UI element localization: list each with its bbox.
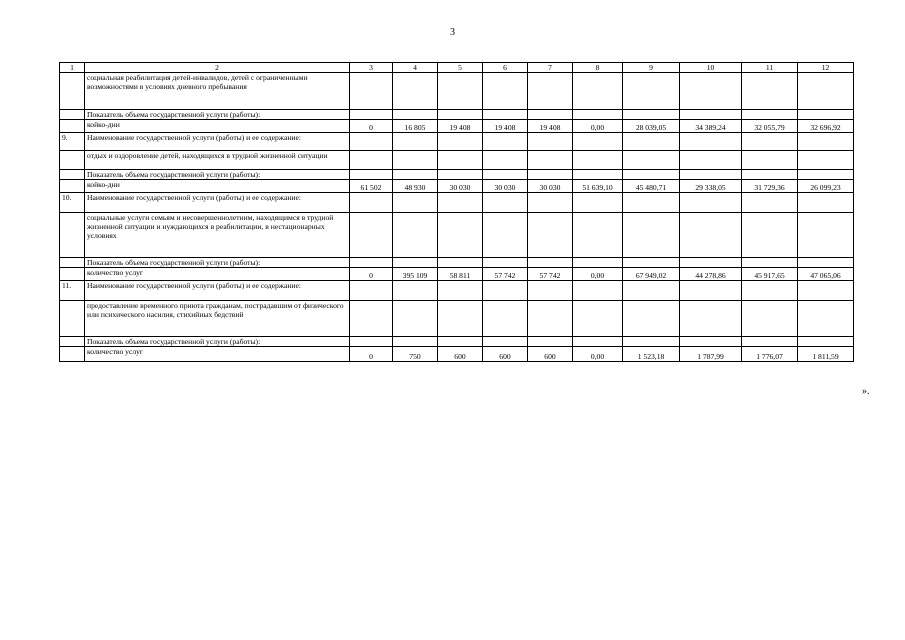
value-cell-col-5 (438, 301, 483, 337)
column-number-9: 9 (623, 63, 680, 73)
value-cell-col-7 (528, 151, 573, 170)
value-cell-col-10: 44 278,86 (680, 268, 742, 281)
value-cell-col-3 (350, 170, 393, 180)
value-cell-col-12 (798, 110, 854, 120)
section-number-cell (60, 347, 85, 362)
value-cell-col-8 (573, 213, 623, 258)
row-label-cell: Наименование государственной услуги (работы) и ее содержание: (85, 281, 350, 301)
section-number-cell (60, 258, 85, 268)
value-cell-col-10 (680, 151, 742, 170)
value-cell-col-6 (483, 213, 528, 258)
value-cell-col-12 (798, 133, 854, 151)
value-cell-col-5 (438, 258, 483, 268)
value-cell-col-11: 1 776,07 (742, 347, 798, 362)
value-cell-col-6 (483, 170, 528, 180)
value-cell-col-8: 51 639,10 (573, 180, 623, 193)
value-cell-col-7 (528, 281, 573, 301)
value-cell-col-3 (350, 110, 393, 120)
value-cell-col-5 (438, 170, 483, 180)
row-label-cell: Показатель объема государственной услуги (работы): (85, 110, 350, 120)
value-cell-col-4 (393, 110, 438, 120)
value-cell-col-3 (350, 281, 393, 301)
row-label-cell: количество услуг (85, 347, 350, 362)
value-cell-col-11 (742, 337, 798, 347)
value-cell-col-4: 16 805 (393, 120, 438, 133)
value-cell-col-11 (742, 170, 798, 180)
value-cell-col-9: 1 523,18 (623, 347, 680, 362)
value-cell-col-6 (483, 281, 528, 301)
value-cell-col-5 (438, 133, 483, 151)
value-cell-col-10 (680, 73, 742, 110)
value-cell-col-4: 395 109 (393, 268, 438, 281)
value-cell-col-10: 29 338,05 (680, 180, 742, 193)
table-row (60, 213, 854, 258)
column-number-6: 6 (483, 63, 528, 73)
value-cell-col-12 (798, 281, 854, 301)
value-cell-col-11 (742, 213, 798, 258)
value-cell-col-12: 26 099,23 (798, 180, 854, 193)
value-cell-col-8 (573, 193, 623, 213)
value-cell-col-8 (573, 110, 623, 120)
value-cell-col-9 (623, 301, 680, 337)
value-cell-col-11 (742, 133, 798, 151)
value-cell-col-9 (623, 193, 680, 213)
table-row (60, 133, 854, 151)
table-row (60, 170, 854, 180)
value-cell-col-4 (393, 281, 438, 301)
row-label-cell: Показатель объема государственной услуги (работы): (85, 170, 350, 180)
value-cell-col-11 (742, 281, 798, 301)
section-number-cell (60, 268, 85, 281)
row-label-cell: Показатель объема государственной услуги (работы): (85, 337, 350, 347)
value-cell-col-7: 600 (528, 347, 573, 362)
section-number-cell: 9. (60, 133, 85, 151)
value-cell-col-5 (438, 110, 483, 120)
row-label-cell: койко-дни (85, 120, 350, 133)
value-cell-col-10: 34 389,24 (680, 120, 742, 133)
table-row (60, 180, 854, 193)
section-number-cell (60, 73, 85, 110)
column-number-8: 8 (573, 63, 623, 73)
value-cell-col-10 (680, 258, 742, 268)
value-cell-col-8 (573, 258, 623, 268)
value-cell-col-8: 0,00 (573, 268, 623, 281)
value-cell-col-9 (623, 281, 680, 301)
value-cell-col-3: 0 (350, 347, 393, 362)
value-cell-col-4 (393, 258, 438, 268)
value-cell-col-6 (483, 258, 528, 268)
column-number-5: 5 (438, 63, 483, 73)
value-cell-col-3: 61 502 (350, 180, 393, 193)
value-cell-col-8 (573, 301, 623, 337)
value-cell-col-6 (483, 151, 528, 170)
value-cell-col-7 (528, 133, 573, 151)
value-cell-col-9 (623, 258, 680, 268)
value-cell-col-10 (680, 213, 742, 258)
value-cell-col-6 (483, 193, 528, 213)
column-number-10: 10 (680, 63, 742, 73)
value-cell-col-12: 47 065,06 (798, 268, 854, 281)
value-cell-col-11 (742, 110, 798, 120)
value-cell-col-8 (573, 281, 623, 301)
value-cell-col-4 (393, 73, 438, 110)
column-number-3: 3 (350, 63, 393, 73)
value-cell-col-9 (623, 337, 680, 347)
table-row (60, 281, 854, 301)
page-number: 3 (450, 27, 455, 38)
table-row (60, 120, 854, 133)
services-table (59, 62, 854, 362)
section-number-cell (60, 213, 85, 258)
value-cell-col-8 (573, 133, 623, 151)
value-cell-col-11 (742, 73, 798, 110)
value-cell-col-9 (623, 133, 680, 151)
value-cell-col-12: 1 811,59 (798, 347, 854, 362)
value-cell-col-6: 19 408 (483, 120, 528, 133)
value-cell-col-12 (798, 170, 854, 180)
row-label-cell: Наименование государственной услуги (работы) и ее содержание: (85, 193, 350, 213)
table-row (60, 301, 854, 337)
value-cell-col-12 (798, 151, 854, 170)
row-label-cell: Показатель объема государственной услуги (работы): (85, 258, 350, 268)
closing-quote-mark: ». (862, 386, 870, 397)
value-cell-col-7 (528, 170, 573, 180)
value-cell-col-11: 31 729,36 (742, 180, 798, 193)
value-cell-col-5 (438, 73, 483, 110)
table-row (60, 193, 854, 213)
table-row (60, 151, 854, 170)
value-cell-col-10: 1 787,99 (680, 347, 742, 362)
value-cell-col-6: 600 (483, 347, 528, 362)
value-cell-col-10 (680, 337, 742, 347)
value-cell-col-9: 45 480,71 (623, 180, 680, 193)
row-label-cell: количество услуг (85, 268, 350, 281)
row-label-cell: отдых и оздоровление детей, находящихся в трудной жизненной ситуации (85, 151, 350, 170)
column-number-4: 4 (393, 63, 438, 73)
value-cell-col-4 (393, 337, 438, 347)
column-number-11: 11 (742, 63, 798, 73)
value-cell-col-7 (528, 258, 573, 268)
section-number-cell (60, 151, 85, 170)
value-cell-col-11: 45 917,65 (742, 268, 798, 281)
value-cell-col-6: 57 742 (483, 268, 528, 281)
table-row (60, 258, 854, 268)
section-number-cell (60, 180, 85, 193)
value-cell-col-8 (573, 151, 623, 170)
value-cell-col-12 (798, 301, 854, 337)
value-cell-col-4 (393, 133, 438, 151)
column-number-1: 1 (60, 63, 85, 73)
value-cell-col-8 (573, 73, 623, 110)
value-cell-col-5 (438, 337, 483, 347)
table-row (60, 73, 854, 110)
row-label-cell: предоставление временного приюта гражданам, пострадавшим от физического или психического насилия, стихийных бедствий (85, 301, 350, 337)
value-cell-col-12 (798, 337, 854, 347)
value-cell-col-3 (350, 193, 393, 213)
value-cell-col-12 (798, 258, 854, 268)
row-label-cell: социальная реабилитация детей-инвалидов, детей с ограниченными возможностями в условиях дневного пребывания (85, 73, 350, 110)
value-cell-col-5: 30 030 (438, 180, 483, 193)
column-number-header-row (60, 63, 854, 73)
value-cell-col-8: 0,00 (573, 347, 623, 362)
value-cell-col-10 (680, 133, 742, 151)
value-cell-col-10 (680, 110, 742, 120)
column-number-7: 7 (528, 63, 573, 73)
value-cell-col-8: 0,00 (573, 120, 623, 133)
value-cell-col-5: 58 811 (438, 268, 483, 281)
value-cell-col-3 (350, 213, 393, 258)
section-number-cell: 10. (60, 193, 85, 213)
value-cell-col-3 (350, 258, 393, 268)
value-cell-col-11 (742, 301, 798, 337)
value-cell-col-6 (483, 133, 528, 151)
value-cell-col-7 (528, 301, 573, 337)
section-number-cell (60, 110, 85, 120)
table-body (60, 63, 854, 362)
value-cell-col-8 (573, 170, 623, 180)
value-cell-col-9: 67 949,02 (623, 268, 680, 281)
value-cell-col-5: 19 408 (438, 120, 483, 133)
value-cell-col-3 (350, 301, 393, 337)
value-cell-col-3: 0 (350, 268, 393, 281)
value-cell-col-7 (528, 73, 573, 110)
value-cell-col-3 (350, 73, 393, 110)
value-cell-col-4: 48 930 (393, 180, 438, 193)
row-label-cell: Наименование государственной услуги (работы) и ее содержание: (85, 133, 350, 151)
value-cell-col-11 (742, 258, 798, 268)
value-cell-col-9 (623, 110, 680, 120)
value-cell-col-7 (528, 213, 573, 258)
value-cell-col-12 (798, 213, 854, 258)
column-number-12: 12 (798, 63, 854, 73)
value-cell-col-9 (623, 151, 680, 170)
value-cell-col-7: 19 408 (528, 120, 573, 133)
value-cell-col-9 (623, 73, 680, 110)
column-number-2: 2 (85, 63, 350, 73)
value-cell-col-12 (798, 193, 854, 213)
value-cell-col-3 (350, 151, 393, 170)
row-label-cell: койко-дни (85, 180, 350, 193)
value-cell-col-4: 750 (393, 347, 438, 362)
value-cell-col-4 (393, 301, 438, 337)
value-cell-col-11 (742, 193, 798, 213)
section-number-cell (60, 120, 85, 133)
value-cell-col-9: 28 039,05 (623, 120, 680, 133)
value-cell-col-9 (623, 213, 680, 258)
value-cell-col-5 (438, 213, 483, 258)
value-cell-col-10 (680, 281, 742, 301)
value-cell-col-7: 57 742 (528, 268, 573, 281)
value-cell-col-4 (393, 151, 438, 170)
value-cell-col-5 (438, 151, 483, 170)
value-cell-col-4 (393, 193, 438, 213)
value-cell-col-4 (393, 213, 438, 258)
value-cell-col-4 (393, 170, 438, 180)
table-row (60, 337, 854, 347)
value-cell-col-10 (680, 193, 742, 213)
value-cell-col-6 (483, 73, 528, 110)
value-cell-col-10 (680, 301, 742, 337)
value-cell-col-6: 30 030 (483, 180, 528, 193)
table-row (60, 347, 854, 362)
value-cell-col-3: 0 (350, 120, 393, 133)
value-cell-col-5 (438, 281, 483, 301)
value-cell-col-6 (483, 337, 528, 347)
value-cell-col-12 (798, 73, 854, 110)
value-cell-col-8 (573, 337, 623, 347)
section-number-cell (60, 301, 85, 337)
value-cell-col-9 (623, 170, 680, 180)
value-cell-col-5 (438, 193, 483, 213)
table-row (60, 268, 854, 281)
table-row (60, 110, 854, 120)
section-number-cell (60, 170, 85, 180)
value-cell-col-7 (528, 193, 573, 213)
value-cell-col-5: 600 (438, 347, 483, 362)
value-cell-col-7 (528, 110, 573, 120)
value-cell-col-6 (483, 301, 528, 337)
value-cell-col-11: 32 055,79 (742, 120, 798, 133)
value-cell-col-7: 30 030 (528, 180, 573, 193)
value-cell-col-10 (680, 170, 742, 180)
value-cell-col-6 (483, 110, 528, 120)
section-number-cell (60, 337, 85, 347)
value-cell-col-12: 32 696,92 (798, 120, 854, 133)
row-label-cell: социальные услуги семьям и несовершеннолетним, находящимся в трудной жизненной ситуации и нуждающихся в реабилитации, в нестационарных условиях (85, 213, 350, 258)
value-cell-col-7 (528, 337, 573, 347)
section-number-cell: 11. (60, 281, 85, 301)
value-cell-col-11 (742, 151, 798, 170)
value-cell-col-3 (350, 337, 393, 347)
value-cell-col-3 (350, 133, 393, 151)
